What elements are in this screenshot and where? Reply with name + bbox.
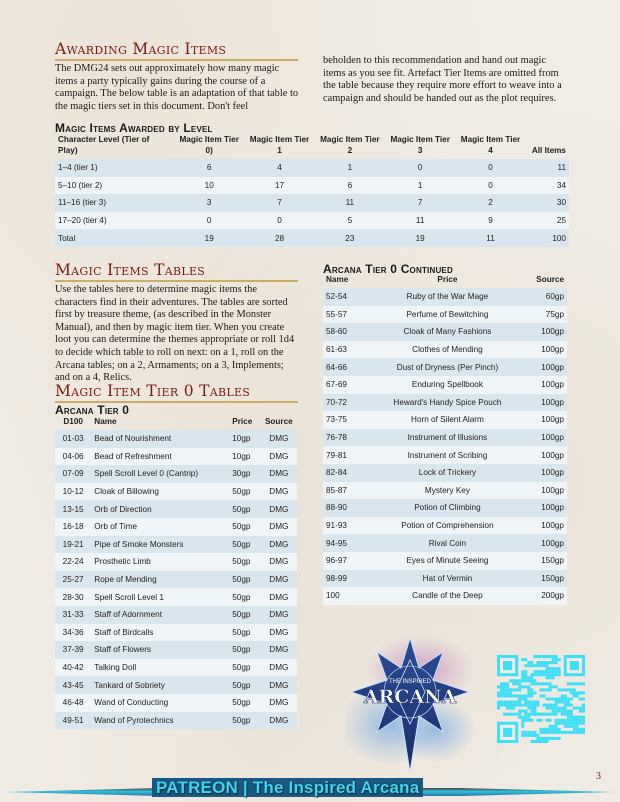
table-cell: 150gp xyxy=(523,570,567,588)
table-cell: 2 xyxy=(455,194,525,212)
table-cell: 50gp xyxy=(229,694,260,712)
table-row xyxy=(323,499,567,517)
table-cell: Cloak of Billowing xyxy=(91,483,229,501)
table-cell: 100gp xyxy=(523,341,567,359)
table-cell: DMG xyxy=(261,500,297,518)
table-cell: 34-36 xyxy=(55,624,91,642)
table-cell: 37-39 xyxy=(55,641,91,659)
table-cell: Cloak of Many Fashions xyxy=(372,323,523,341)
table-cell: 100gp xyxy=(523,517,567,535)
table-cell: 50gp xyxy=(229,553,260,571)
table-cell: Lock of Trickery xyxy=(372,464,523,482)
table-row xyxy=(323,288,567,306)
table-cell: 67-69 xyxy=(323,376,372,394)
table-cell: 100gp xyxy=(523,411,567,429)
table-cell: 23 xyxy=(315,229,385,247)
table-cell: 19 xyxy=(385,229,455,247)
logo-small-text: THE INSPIRED xyxy=(388,679,432,685)
table-row xyxy=(55,159,569,177)
table-cell: DMG xyxy=(261,430,297,448)
table-cell: 100 xyxy=(323,587,372,605)
table-cell: 19-21 xyxy=(55,536,91,554)
table-cell: 25-27 xyxy=(55,571,91,589)
table-cell: Pipe of Smoke Monsters xyxy=(91,536,229,554)
column-header: Character Level (Tier of Play) xyxy=(58,135,150,155)
table-cell: 50gp xyxy=(229,518,260,536)
table-cell: 61-63 xyxy=(323,341,372,359)
table-cell: 60gp xyxy=(523,288,567,306)
awarded-by-level-table xyxy=(55,134,569,247)
qr-code[interactable] xyxy=(497,655,585,743)
table-cell: Staff of Birdcalls xyxy=(91,624,229,642)
heading-arcana-tier-0: Arcana Tier 0 xyxy=(55,403,130,417)
heading-magic-items-awarded-by-level: Magic Items Awarded by Level xyxy=(55,121,213,135)
column-header: All Items xyxy=(531,146,566,155)
table-cell: DMG xyxy=(261,712,297,730)
table-row xyxy=(323,394,567,412)
table-cell: 10gp xyxy=(229,430,260,448)
table-cell: 50gp xyxy=(229,641,260,659)
table-row xyxy=(55,571,297,589)
awarding-paragraph-right: beholden to this recommendation and hand out magic items as you see fit. Artefact Tier Items are omitted from the table because they require more effort to weave into a campaign and should be handed out as the plot requires. xyxy=(323,55,562,104)
table-cell: 01-03 xyxy=(55,430,91,448)
table-cell: 6 xyxy=(315,177,385,195)
table-row xyxy=(55,659,297,677)
table-cell: 0 xyxy=(174,212,244,230)
table-cell: 10gp xyxy=(229,448,260,466)
table-cell: 7 xyxy=(385,194,455,212)
table-cell: Dust of Dryness (Per Pinch) xyxy=(372,358,523,376)
table-cell: DMG xyxy=(261,536,297,554)
table-cell: DMG xyxy=(261,606,297,624)
table-cell: Spell Scroll Level 0 (Cantrip) xyxy=(91,465,229,483)
page-number: 3 xyxy=(596,771,601,782)
table-cell: Wand of Pyrotechnics xyxy=(91,712,229,730)
column-header: Magic Item Tier 3 xyxy=(390,135,450,155)
table-row xyxy=(55,641,297,659)
table-row xyxy=(55,694,297,712)
table-cell: DMG xyxy=(261,518,297,536)
table-cell: Perfume of Bewitching xyxy=(372,306,523,324)
table-cell: Eyes of Minute Seeing xyxy=(372,552,523,570)
table-cell: 25 xyxy=(526,212,569,230)
table-cell: 79-81 xyxy=(323,446,372,464)
table-cell: 70-72 xyxy=(323,394,372,412)
table-cell: Prosthetic Limb xyxy=(91,553,229,571)
table-cell: 75gp xyxy=(523,306,567,324)
table-cell: Talking Doll xyxy=(91,659,229,677)
table-cell: 100gp xyxy=(523,446,567,464)
table-row xyxy=(55,465,297,483)
table-cell: 46-48 xyxy=(55,694,91,712)
table-cell: Staff of Flowers xyxy=(91,641,229,659)
table-row xyxy=(55,553,297,571)
column-header: Magic Item Tier 1 xyxy=(249,135,310,155)
table-cell: 28-30 xyxy=(55,588,91,606)
column-header: Price xyxy=(232,417,253,426)
table-cell: 0 xyxy=(244,212,314,230)
table-cell: Mystery Key xyxy=(372,482,523,500)
table-cell: 11 xyxy=(315,194,385,212)
table-cell: 17 xyxy=(244,177,314,195)
table-cell: 50gp xyxy=(229,500,260,518)
table-cell: 50gp xyxy=(229,712,260,730)
column-header: Magic Item Tier 0) xyxy=(179,135,239,155)
table-cell: 94-95 xyxy=(323,534,372,552)
table-cell: DMG xyxy=(261,553,297,571)
table-cell: 3 xyxy=(174,194,244,212)
table-cell: Hat of Vermin xyxy=(372,570,523,588)
table-cell: DMG xyxy=(261,694,297,712)
table-cell: 40-42 xyxy=(55,659,91,677)
table-row xyxy=(323,323,567,341)
table-cell: 13-15 xyxy=(55,500,91,518)
table-cell: Wand of Conducting xyxy=(91,694,229,712)
table-row xyxy=(55,588,297,606)
table-row xyxy=(55,430,297,448)
table-row xyxy=(323,534,567,552)
table-cell: Enduring Spellbook xyxy=(372,376,523,394)
table-cell: 16-18 xyxy=(55,518,91,536)
table-cell: 73-75 xyxy=(323,411,372,429)
table-cell: 9 xyxy=(455,212,525,230)
heading-awarding-magic-items: Awarding Magic Items xyxy=(55,40,298,61)
table-cell: 49-51 xyxy=(55,712,91,730)
table-row xyxy=(55,712,297,730)
table-cell: Staff of Adornment xyxy=(91,606,229,624)
table-cell: 100gp xyxy=(523,534,567,552)
table-cell: Heward's Handy Spice Pouch xyxy=(372,394,523,412)
table-cell: 76-78 xyxy=(323,429,372,447)
column-header: Source xyxy=(536,275,564,284)
column-header: Name xyxy=(94,417,117,426)
table-row xyxy=(323,376,567,394)
table-cell: DMG xyxy=(261,588,297,606)
table-cell: 43-45 xyxy=(55,676,91,694)
table-cell: 11 xyxy=(385,212,455,230)
table-cell: Rope of Mending xyxy=(91,571,229,589)
table-cell: Ruby of the War Mage xyxy=(372,288,523,306)
table-cell: 5 xyxy=(315,212,385,230)
table-cell: DMG xyxy=(261,676,297,694)
table-cell: 34 xyxy=(526,177,569,195)
table-cell: 50gp xyxy=(229,624,260,642)
table-cell: 64-66 xyxy=(323,358,372,376)
table-cell: 85-87 xyxy=(323,482,372,500)
table-cell: 100 xyxy=(526,229,569,247)
table-cell: 200gp xyxy=(523,587,567,605)
table-cell: 0 xyxy=(455,177,525,195)
table-cell: 100gp xyxy=(523,376,567,394)
table-cell: 0 xyxy=(455,159,525,177)
table-row xyxy=(55,536,297,554)
heading-arcana-tier-0-continued: Arcana Tier 0 Continued xyxy=(323,262,453,276)
table-cell: 7 xyxy=(244,194,314,212)
table-cell: 55-57 xyxy=(323,306,372,324)
table-cell: 50gp xyxy=(229,676,260,694)
table-row xyxy=(323,341,567,359)
table-cell: 10 xyxy=(174,177,244,195)
table-row xyxy=(323,552,567,570)
table-cell: 31-33 xyxy=(55,606,91,624)
table-row xyxy=(323,517,567,535)
table-cell: 100gp xyxy=(523,358,567,376)
table-cell: Total xyxy=(55,229,174,247)
table-cell: 50gp xyxy=(229,588,260,606)
table-cell: 04-06 xyxy=(55,448,91,466)
table-cell: 100gp xyxy=(523,323,567,341)
table-row xyxy=(323,306,567,324)
table-cell: Horn of Silent Alarm xyxy=(372,411,523,429)
table-cell: 0 xyxy=(385,159,455,177)
table-cell: DMG xyxy=(261,465,297,483)
table-cell: 96-97 xyxy=(323,552,372,570)
table-row xyxy=(323,587,567,605)
table-cell: Spell Scroll Level 1 xyxy=(91,588,229,606)
table-cell: 50gp xyxy=(229,606,260,624)
arcana-tier-0-continued-table xyxy=(323,274,567,605)
table-row xyxy=(55,518,297,536)
column-header: Price xyxy=(437,275,458,284)
table-cell: 50gp xyxy=(229,536,260,554)
table-row xyxy=(55,500,297,518)
column-header: D100 xyxy=(63,417,83,426)
heading-magic-items-tables: Magic Items Tables xyxy=(55,261,298,282)
table-cell: 30 xyxy=(526,194,569,212)
table-cell: 58-60 xyxy=(323,323,372,341)
table-cell: 100gp xyxy=(523,499,567,517)
heading-magic-item-tier-0-tables: Magic Item Tier 0 Tables xyxy=(55,382,298,403)
table-cell: Rival Coin xyxy=(372,534,523,552)
table-cell: 52-54 xyxy=(323,288,372,306)
table-cell: 88-90 xyxy=(323,499,372,517)
table-cell: Tankard of Sobriety xyxy=(91,676,229,694)
table-cell: 4 xyxy=(244,159,314,177)
table-row xyxy=(55,177,569,195)
table-cell: 07-09 xyxy=(55,465,91,483)
table-cell: Orb of Time xyxy=(91,518,229,536)
arcana-tier-0-table xyxy=(55,416,297,729)
table-cell: 5–10 (tier 2) xyxy=(55,177,174,195)
table-row xyxy=(55,676,297,694)
table-cell: Orb of Direction xyxy=(91,500,229,518)
table-row xyxy=(55,229,569,247)
table-row xyxy=(55,606,297,624)
column-header: Magic Item Tier 4 xyxy=(460,135,521,155)
table-cell: Clothes of Mending xyxy=(372,341,523,359)
table-row xyxy=(323,482,567,500)
table-row xyxy=(55,194,569,212)
table-cell: Instrument of Illusions xyxy=(372,429,523,447)
table-cell: 50gp xyxy=(229,483,260,501)
table-cell: DMG xyxy=(261,624,297,642)
table-cell: 11 xyxy=(526,159,569,177)
table-cell: 28 xyxy=(244,229,314,247)
table-row xyxy=(323,570,567,588)
table-cell: DMG xyxy=(261,483,297,501)
table-cell: 10-12 xyxy=(55,483,91,501)
table-cell: 98-99 xyxy=(323,570,372,588)
table-row xyxy=(55,624,297,642)
table-cell: 17–20 (tier 4) xyxy=(55,212,174,230)
table-cell: 22-24 xyxy=(55,553,91,571)
table-cell: 30gp xyxy=(229,465,260,483)
table-cell: 91-93 xyxy=(323,517,372,535)
table-cell: 1–4 (tier 1) xyxy=(55,159,174,177)
table-row xyxy=(323,446,567,464)
table-cell: Instrument of Scribing xyxy=(372,446,523,464)
table-cell: 1 xyxy=(385,177,455,195)
table-row xyxy=(55,212,569,230)
table-cell: DMG xyxy=(261,448,297,466)
table-row xyxy=(323,429,567,447)
table-cell: 150gp xyxy=(523,552,567,570)
table-cell: 11–16 (tier 3) xyxy=(55,194,174,212)
table-cell: DMG xyxy=(261,641,297,659)
table-cell: 50gp xyxy=(229,659,260,677)
column-header: Source xyxy=(264,417,293,426)
table-cell: 100gp xyxy=(523,482,567,500)
table-cell: Potion of Comprehension xyxy=(372,517,523,535)
table-cell: DMG xyxy=(261,571,297,589)
table-cell: Bead of Refreshment xyxy=(91,448,229,466)
table-cell: 6 xyxy=(174,159,244,177)
logo-big-text: ARCANA xyxy=(363,686,457,708)
table-row xyxy=(323,358,567,376)
table-cell: 100gp xyxy=(523,394,567,412)
table-cell: 11 xyxy=(455,229,525,247)
table-cell: 19 xyxy=(174,229,244,247)
table-row xyxy=(323,464,567,482)
table-cell: 100gp xyxy=(523,429,567,447)
table-row xyxy=(55,448,297,466)
table-cell: 100gp xyxy=(523,464,567,482)
table-cell: Bead of Nourishment xyxy=(91,430,229,448)
tables-intro-paragraph: Use the tables here to determine magic items the characters find in their adventures. The tables are sorted first by treasure theme, (as described in the Monster Manual), and then by magic item tier. When you create loot you can determine the themes appropriate or roll 1d4 to decide which table to roll on next: on a 1, roll on the Arcana tables; on a 2, Armaments; on a 3, Implements; and on a 4, Relics. xyxy=(55,284,295,384)
table-cell: DMG xyxy=(261,659,297,677)
table-cell: 50gp xyxy=(229,571,260,589)
table-row xyxy=(55,483,297,501)
table-cell: Candle of the Deep xyxy=(372,587,523,605)
awarding-paragraph-left: The DMG24 sets out approximately how many magic items a party typically gains during the course of a campaign. The below table is an adaptation of that table to the magic tiers set in this document. Don't feel xyxy=(55,63,299,112)
table-cell: 1 xyxy=(315,159,385,177)
table-cell: Potion of Climbing xyxy=(372,499,523,517)
inspired-arcana-logo xyxy=(345,630,475,780)
footer-patreon-link[interactable]: PATREON | The Inspired Arcana xyxy=(152,778,423,797)
column-header: Magic Item Tier 2 xyxy=(320,135,380,155)
table-row xyxy=(323,411,567,429)
column-header: Name xyxy=(326,275,349,284)
table-cell: 82-84 xyxy=(323,464,372,482)
